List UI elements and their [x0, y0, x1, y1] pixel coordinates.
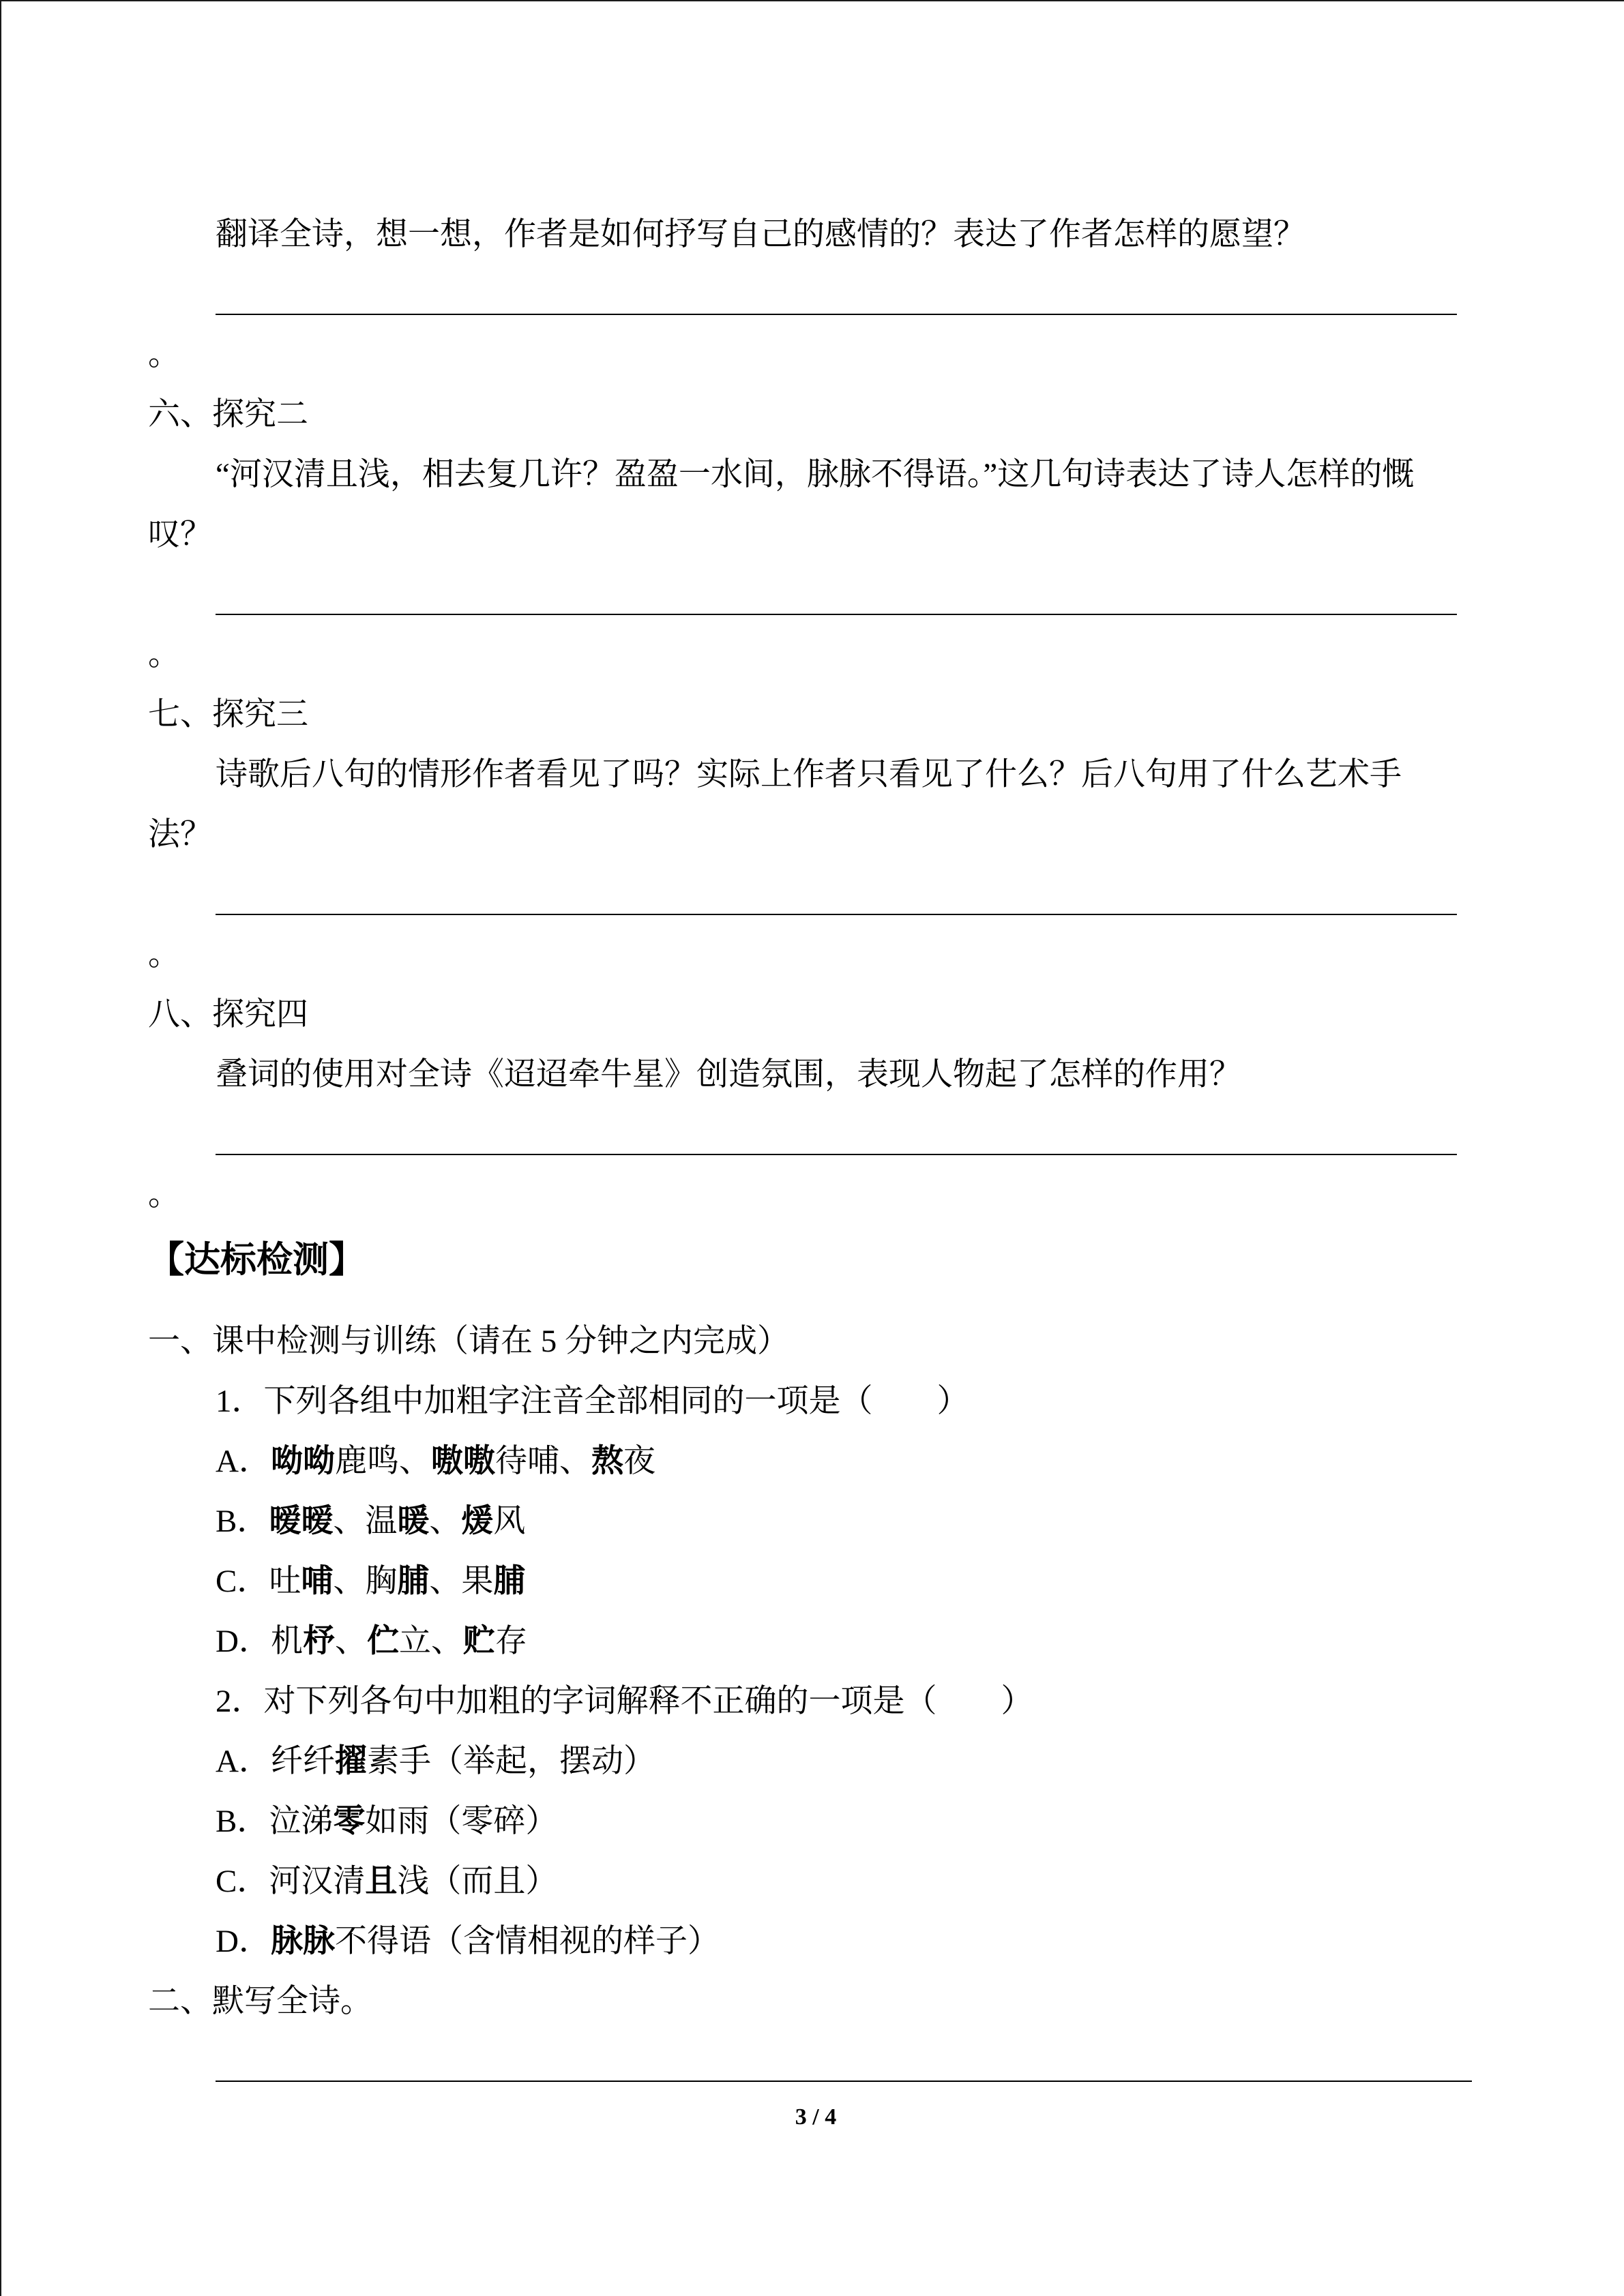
answer-blank — [148, 265, 1608, 325]
answer-end-mark: 。 — [148, 937, 180, 972]
exploration-intro — [148, 205, 1608, 385]
option-content — [271, 1444, 655, 1479]
emphasized-text: 零 — [333, 1804, 366, 1839]
option-text: 、胸 — [333, 1564, 398, 1599]
option-text: 浅（而且） — [397, 1864, 558, 1899]
multiple-choice-question — [148, 1371, 1608, 1671]
option-text: 河汉清 — [269, 1864, 366, 1899]
emphasized-text: 脯 — [397, 1564, 430, 1599]
choice-option — [148, 1851, 1608, 1911]
emphasized-text: 嗷嗷 — [430, 1444, 495, 1479]
section-heading: 六、探究二 — [148, 397, 308, 432]
option-text: 机 — [270, 1624, 303, 1659]
question-line: 叠词的使用对全诗《迢迢牵牛星》创造氛围，表现人物起了怎样的作用？ — [216, 1057, 1241, 1092]
option-text: 风 — [493, 1504, 526, 1539]
choice-option — [148, 1731, 1608, 1791]
choice-option — [148, 1611, 1608, 1671]
option-text: 鹿鸣、 — [334, 1444, 431, 1479]
option-content — [269, 1504, 525, 1539]
option-text: 不得语（含情相视的样子） — [334, 1924, 720, 1959]
answer-underline — [216, 914, 1457, 915]
exploration-section — [148, 685, 1608, 985]
multiple-choice-question — [148, 1671, 1608, 1971]
option-text: 立、 — [398, 1624, 463, 1659]
question-text: 翻译全诗，想一想，作者是如何抒写自己的感情的？表达了作者怎样的愿望？ — [216, 217, 1305, 252]
option-text: 泣涕 — [269, 1804, 334, 1839]
answer-blank — [148, 2031, 1608, 2091]
option-label: C． — [216, 1864, 269, 1899]
answer-underline — [216, 314, 1457, 315]
page-content — [148, 205, 1608, 2091]
option-content — [269, 1564, 525, 1599]
emphasized-text: 且 — [365, 1864, 398, 1899]
section-heading: 七、探究三 — [148, 697, 308, 732]
assessment-part-two — [148, 1971, 1608, 2091]
option-label: D． — [216, 1624, 271, 1659]
question-line: 叹？ — [148, 517, 212, 552]
assessment-title: 【达标检测】 — [148, 1240, 365, 1280]
answer-blank — [148, 565, 1608, 625]
exploration-section — [148, 385, 1608, 685]
question-line: 法？ — [148, 817, 212, 852]
answer-underline — [216, 1154, 1457, 1155]
question-stem: 2．对下列各句中加粗的字词解释不正确的一项是（ ） — [216, 1684, 1033, 1719]
page-number: 3 / 4 — [795, 2104, 837, 2130]
option-text: 待哺、 — [494, 1444, 591, 1479]
option-content — [271, 1924, 720, 1959]
option-content — [269, 1804, 557, 1839]
option-text: 夜 — [623, 1444, 655, 1479]
choice-option — [148, 1911, 1608, 1971]
option-text: 吐 — [269, 1564, 301, 1599]
option-label: D． — [216, 1924, 271, 1959]
exploration-section — [148, 985, 1608, 1225]
emphasized-text: 暖 — [397, 1504, 430, 1539]
emphasized-text: 煖 — [461, 1504, 494, 1539]
option-label: A． — [216, 1744, 271, 1779]
option-label: B． — [216, 1804, 269, 1839]
emphasized-text: 暧暧 — [269, 1504, 334, 1539]
emphasized-text: 贮 — [462, 1624, 495, 1659]
question-line: 诗歌后八句的情形作者看见了吗？实际上作者只看见了什么？后八句用了什么艺术手 — [216, 757, 1402, 792]
answer-end-mark: 。 — [148, 637, 180, 672]
answer-end-mark: 。 — [148, 337, 180, 372]
choice-option — [148, 1491, 1608, 1551]
answer-blank — [148, 865, 1608, 925]
choice-option — [148, 1791, 1608, 1851]
question-line: “河汉清且浅，相去复几许？盈盈一水间，脉脉不得语。”这几句诗表达了诗人怎样的慨 — [216, 457, 1415, 492]
option-text: 、 — [334, 1624, 367, 1659]
part-heading: 一、课中检测与训练（请在 5 分钟之内完成） — [148, 1324, 789, 1359]
option-text: 纤纤 — [270, 1744, 335, 1779]
option-content — [269, 1864, 557, 1899]
emphasized-text: 脯 — [493, 1564, 526, 1599]
option-text: 、温 — [333, 1504, 398, 1539]
option-text: 、果 — [429, 1564, 494, 1599]
option-text: 如雨（零碎） — [365, 1804, 558, 1839]
answer-underline — [216, 614, 1457, 615]
answer-end-mark: 。 — [148, 1177, 180, 1212]
answer-blank — [148, 1105, 1608, 1165]
emphasized-text: 杼 — [302, 1624, 335, 1659]
option-label: C． — [216, 1564, 269, 1599]
option-label: A． — [216, 1444, 271, 1479]
choice-option — [148, 1431, 1608, 1491]
emphasized-text: 哺 — [301, 1564, 334, 1599]
choice-option — [148, 1551, 1608, 1611]
emphasized-text: 擢 — [334, 1744, 367, 1779]
option-text: 素手（举起，摆动） — [366, 1744, 655, 1779]
option-label: B． — [216, 1504, 269, 1539]
option-content — [271, 1624, 527, 1659]
option-text: 存 — [494, 1624, 527, 1659]
section-heading: 八、探究四 — [148, 997, 308, 1032]
question-stem: 1．下列各组中加粗字注音全部相同的一项是（ ） — [216, 1384, 969, 1419]
answer-underline — [216, 2081, 1472, 2082]
emphasized-text: 熬 — [591, 1444, 623, 1479]
option-text: 、 — [429, 1504, 462, 1539]
assessment-part-one — [148, 1311, 1608, 1971]
emphasized-text: 呦呦 — [270, 1444, 335, 1479]
emphasized-text: 脉脉 — [270, 1924, 335, 1959]
part-heading: 二、默写全诗。 — [148, 1984, 372, 2019]
option-content — [271, 1744, 655, 1779]
emphasized-text: 伫 — [366, 1624, 399, 1659]
